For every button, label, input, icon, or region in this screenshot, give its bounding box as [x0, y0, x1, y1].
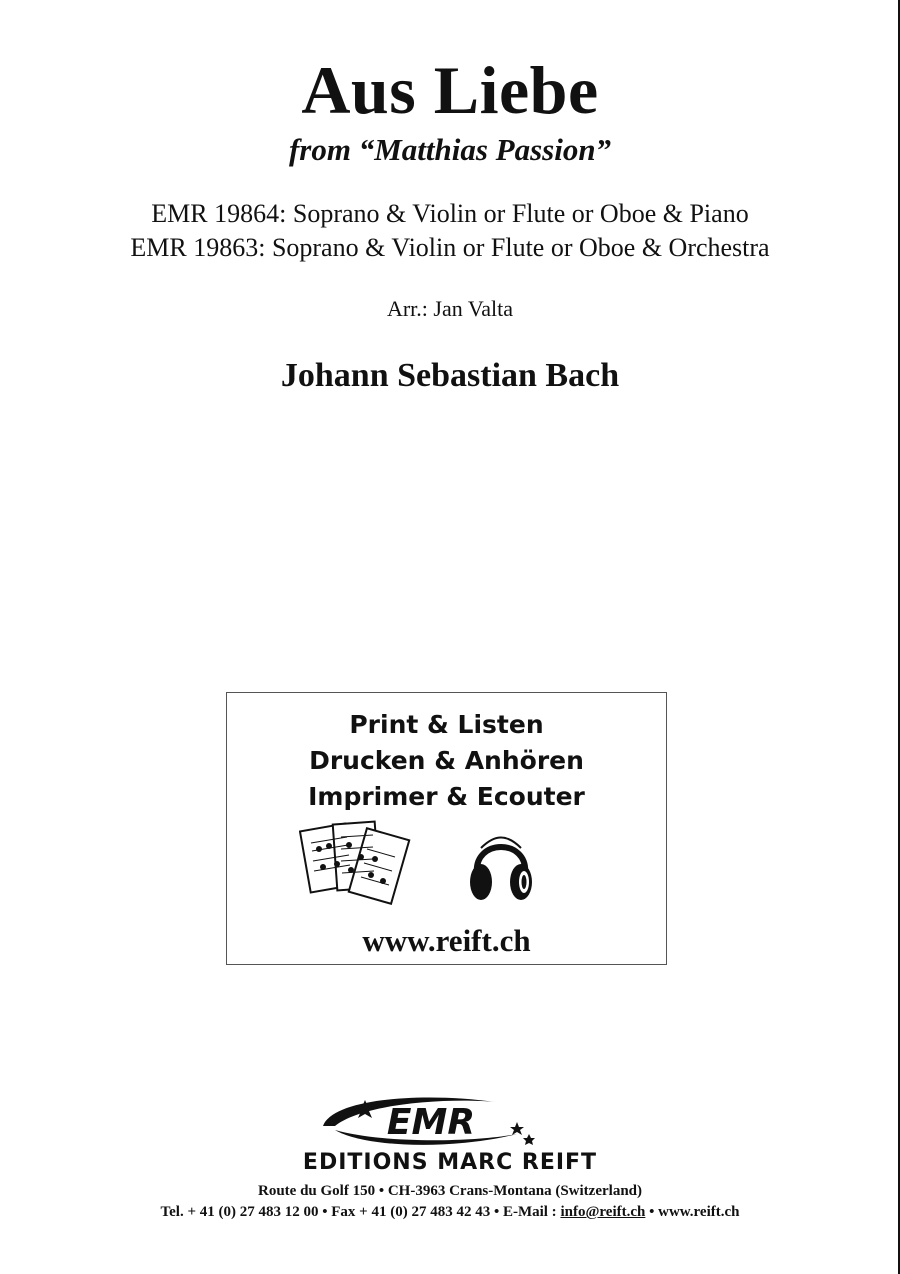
- arranger-credit: Arr.: Jan Valta: [386, 296, 514, 321]
- publisher-contact: [0, 1201, 900, 1223]
- emr-logo: [305, 1090, 555, 1152]
- print-listen-box: [226, 692, 667, 965]
- logo-text: EMR: [386, 1102, 476, 1143]
- edition-list: [0, 197, 900, 265]
- promo-text: [227, 707, 666, 815]
- promo-line-french: Imprimer & Ecouter: [308, 782, 585, 811]
- page-subtitle: from “Matthias Passion”: [288, 132, 612, 167]
- email-link[interactable]: info@reift.ch: [560, 1204, 646, 1220]
- page-title: Aus Liebe: [301, 52, 599, 128]
- edition-line: EMR 19864: Soprano & Violin or Flute or Oboe & Piano: [151, 199, 749, 228]
- composer-name: Johann Sebastian Bach: [280, 357, 620, 394]
- promo-line-german: Drucken & Anhören: [309, 746, 584, 775]
- publisher-address: Route du Golf 150 • CH-3963 Crans-Montana (Switzerland): [258, 1183, 642, 1199]
- publisher-name: EDITIONS MARC REIFT: [302, 1150, 598, 1175]
- contact-website[interactable]: • www.reift.ch: [645, 1204, 740, 1220]
- sheet-music-icon: [299, 819, 411, 909]
- promo-url[interactable]: www.reift.ch: [362, 923, 531, 958]
- headphones-icon: [467, 828, 535, 906]
- edition-line: EMR 19863: Soprano & Violin or Flute or Oboe & Orchestra: [130, 233, 770, 262]
- promo-line-english: Print & Listen: [349, 710, 544, 739]
- contact-phone-fax: Tel. + 41 (0) 27 483 12 00 • Fax + 41 (0) 27 483 42 43 • E-Mail :: [160, 1204, 561, 1220]
